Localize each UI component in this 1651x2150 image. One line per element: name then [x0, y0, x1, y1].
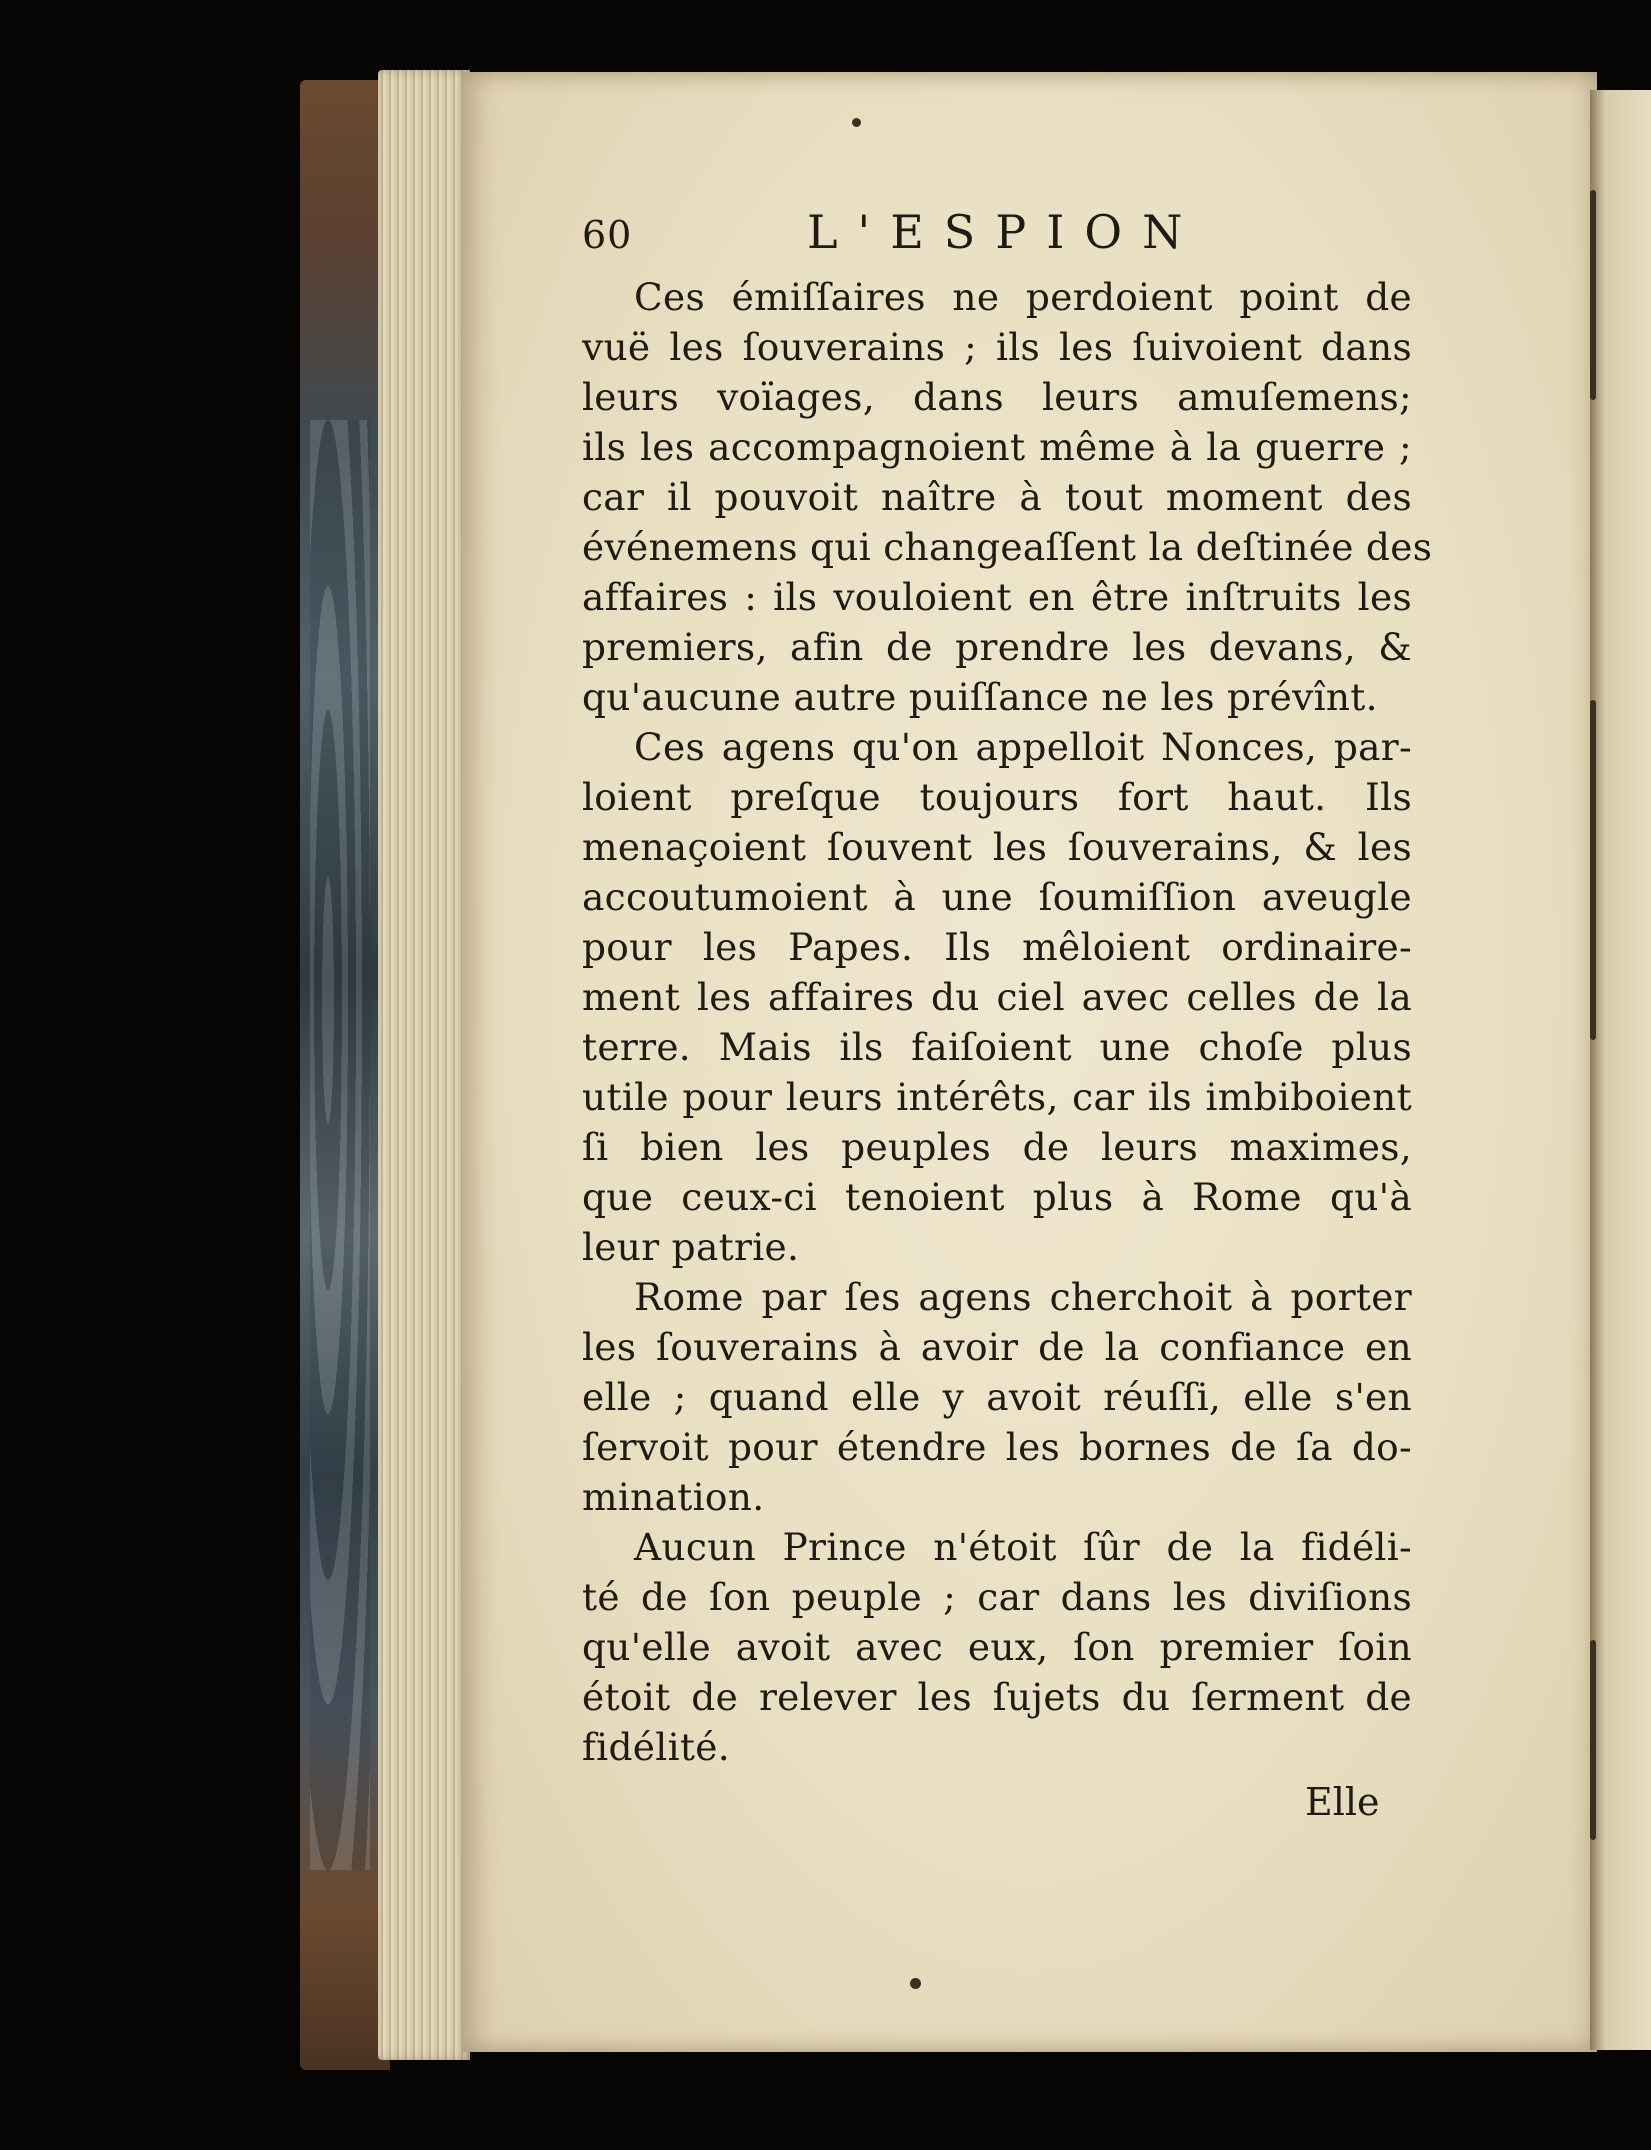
text-line: premiers, afin de prendre les devans, & [582, 625, 1412, 669]
text-line: qu'aucune autre puiſſance ne les prévînt. [582, 675, 1378, 719]
text-line: leur patrie. [582, 1225, 800, 1269]
text-line: loient preſque toujours fort haut. Ils [582, 775, 1412, 819]
running-title: L'ESPION [807, 205, 1203, 259]
text-line: terre. Mais ils faiſoient une choſe plus [582, 1025, 1412, 1069]
text-line: vuë les ſouverains ; ils les ſuivoient dans [582, 325, 1412, 369]
page-number: 60 [582, 213, 633, 257]
text-line: ment les affaires du ciel avec celles de la [582, 975, 1412, 1019]
ink-speck [852, 118, 861, 127]
text-line: car il pouvoit naître à tout moment des [582, 475, 1412, 519]
text-line: Rome par ſes agens cherchoit à porter [634, 1275, 1412, 1319]
text-line: accoutumoient à une ſoumiſſion aveugle [582, 875, 1412, 919]
text-line: étoit de relever les ſujets du ſerment de [582, 1675, 1412, 1719]
text-line: Aucun Prince n'étoit ſûr de la fidéli- [634, 1525, 1412, 1569]
text-line: menaçoient ſouvent les ſouverains, & les [582, 825, 1412, 869]
text-line: utile pour leurs intérêts, car ils imbiboient [582, 1075, 1412, 1119]
text-line: événemens qui changeaſſent la deſtinée des [582, 525, 1433, 569]
text-line: ſervoit pour étendre les bornes de ſa do- [582, 1425, 1412, 1469]
catchword: Elle [1305, 1780, 1380, 1824]
text-line: Ces émiſſaires ne perdoient point de [634, 275, 1412, 319]
text-line: affaires : ils vouloient en être inſtruits les [582, 575, 1412, 619]
next-page-edge [1590, 90, 1651, 2050]
text-line: Ces agens qu'on appelloit Nonces, par- [634, 725, 1412, 769]
next-page-text-shadow [1590, 190, 1596, 400]
text-line: qu'elle avoit avec eux, ſon premier ſoin [582, 1625, 1412, 1669]
text-line: elle ; quand elle y avoit réuſſi, elle s'en [582, 1375, 1412, 1419]
text-line: fidélité. [582, 1725, 730, 1769]
text-line: mination. [582, 1475, 765, 1519]
text-line: té de ſon peuple ; car dans les diviſions [582, 1575, 1412, 1619]
body-text [582, 272, 1433, 1772]
text-line: ils les accompagnoient même à la guerre ; [582, 425, 1412, 469]
text-line: ſi bien les peuples de leurs maximes, [582, 1125, 1412, 1169]
text-line: pour les Papes. Ils mêloient ordinaire- [582, 925, 1412, 969]
text-line: que ceux-ci tenoient plus à Rome qu'à [582, 1175, 1412, 1219]
marbled-board [310, 420, 370, 1870]
page-edges [378, 70, 470, 2060]
running-head [582, 205, 1222, 265]
next-page-text-shadow [1590, 700, 1596, 1040]
text-line: les ſouverains à avoir de la confiance en [582, 1325, 1412, 1369]
next-page-text-shadow [1590, 1640, 1596, 1840]
text-line: leurs voïages, dans leurs amuſemens; [582, 375, 1412, 419]
ink-speck [910, 1978, 921, 1989]
